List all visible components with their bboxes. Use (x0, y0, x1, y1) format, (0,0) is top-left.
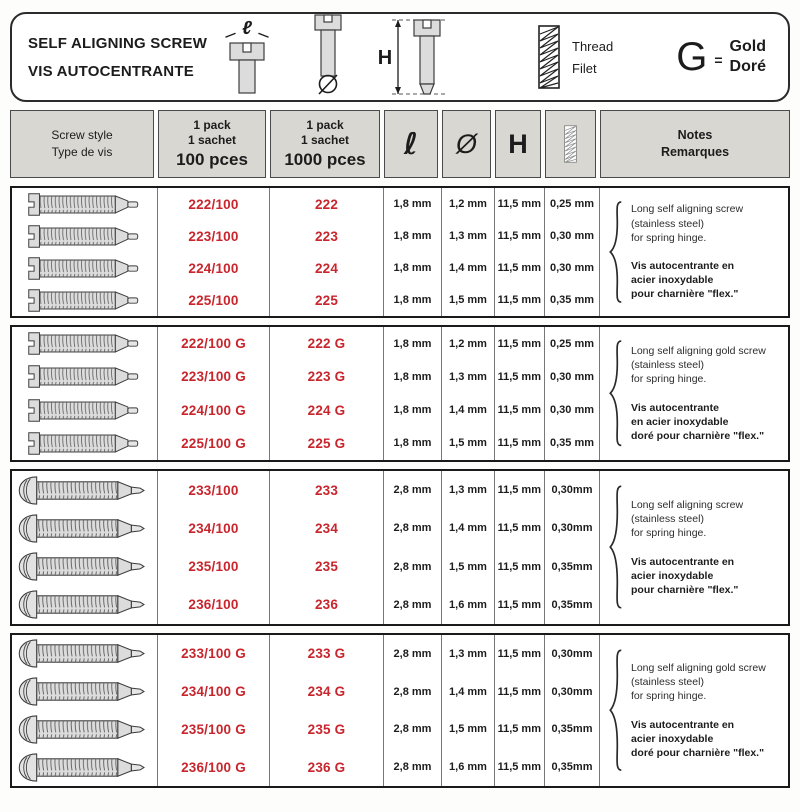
diameter-diagram (308, 13, 348, 101)
gold-label-fr: Doré (729, 58, 766, 75)
table-header-row (10, 110, 790, 178)
code-100: 222/100 G (181, 336, 246, 352)
code-1000: 235 (314, 559, 339, 575)
code-100: 234/100 (188, 520, 239, 536)
thread-value: 0,30 mm (549, 230, 595, 242)
code-1000: 222 (314, 196, 339, 212)
code-1000: 233 (314, 482, 339, 498)
gold-letter: G (676, 35, 708, 79)
height-value: 11,5 mm (497, 522, 541, 535)
code-1000: 224 G (307, 402, 346, 418)
diameter-symbol: Ø (455, 128, 477, 159)
length-value: 1,8 mm (393, 262, 432, 274)
thread-column (544, 471, 599, 624)
height-value: 11,5 mm (497, 761, 541, 774)
code-100: 222/100 (188, 196, 239, 212)
col-header-pack-1000: 1 pack 1 sachet 1000 pces (270, 110, 380, 178)
code-100: 225/100 (188, 292, 239, 308)
thread-value: 0,30mm (551, 647, 593, 660)
length-value: 2,8 mm (393, 685, 432, 698)
note-en-line: for spring hinge. (631, 690, 707, 703)
col-header-diameter (442, 110, 491, 178)
pack100-column (157, 635, 269, 786)
diameter-value: 1,3 mm (449, 484, 487, 497)
diameter-column (441, 471, 494, 624)
col-header-height (495, 110, 541, 178)
section-2 (10, 325, 790, 462)
diameter-value: 1,4 mm (449, 404, 487, 417)
thread-value: 0,30 mm (549, 404, 595, 417)
code-1000: 222 G (307, 336, 346, 352)
code-1000: 225 G (307, 435, 346, 451)
length-value: 2,8 mm (393, 761, 432, 774)
diameter-value: 1,2 mm (449, 337, 487, 350)
col-header-pack-100: 1 pack 1 sachet 100 pces (158, 110, 266, 178)
pack1000-column (269, 635, 383, 786)
height-value: 11,5 mm (497, 370, 541, 383)
note-fr-line: acier inoxydable (631, 274, 714, 287)
diameter-value: 1,3 mm (449, 647, 487, 660)
thread-value: 0,30mm (551, 522, 593, 535)
pan-head-screw-drawing (17, 476, 153, 505)
pan-head-screw-drawing (17, 715, 153, 744)
diameter-value: 1,5 mm (449, 560, 487, 573)
height-value: 11,5 mm (497, 560, 541, 573)
thread-value: 0,30 mm (549, 370, 595, 383)
height-column (494, 471, 544, 624)
code-1000: 223 (314, 228, 339, 244)
screw-style-column (12, 188, 157, 316)
height-column (494, 327, 544, 460)
note-fr-line: Vis autocentrante en (631, 718, 735, 731)
brace-icon (609, 201, 623, 303)
section-3 (10, 469, 790, 626)
cheese-head-screw-drawing (19, 364, 151, 389)
notes-cell (599, 471, 788, 624)
thread-value: 0,35mm (551, 761, 593, 774)
section-1 (10, 186, 790, 318)
diameter-value: 1,2 mm (449, 198, 487, 210)
code-100: 235/100 G (181, 721, 246, 737)
brace-icon (609, 340, 623, 446)
code-1000: 236 G (307, 759, 346, 775)
note-fr-line: pour charnière "flex." (631, 583, 739, 596)
diameter-value: 1,6 mm (449, 761, 487, 774)
code-100: 234/100 G (181, 684, 246, 700)
height-value: 11,5 mm (497, 484, 541, 497)
code-1000: 235 G (307, 721, 346, 737)
notes-cell (599, 327, 788, 460)
diameter-value: 1,5 mm (449, 723, 487, 736)
note-en-line: Long self aligning gold screw (631, 344, 766, 357)
screw-style-column (12, 471, 157, 624)
thread-value: 0,25 mm (549, 337, 595, 350)
notes-cell (599, 635, 788, 786)
note-fr-line: acier inoxydable (631, 732, 714, 745)
height-column (494, 188, 544, 316)
length-symbol: ℓ (403, 126, 419, 162)
height-value: 11,5 mm (497, 404, 541, 417)
pan-head-screw-drawing (17, 590, 153, 619)
note-en-line: (stainless steel) (631, 217, 704, 230)
length-symbol: ℓ (242, 18, 252, 39)
height-value: 11,5 mm (497, 647, 541, 660)
length-column (383, 327, 441, 460)
length-value: 1,8 mm (393, 437, 432, 450)
length-value: 2,8 mm (393, 522, 432, 535)
height-value: 11,5 mm (497, 294, 541, 306)
thread-column (544, 635, 599, 786)
diameter-value: 1,4 mm (449, 522, 487, 535)
height-value: 11,5 mm (497, 198, 541, 210)
height-symbol: H (378, 47, 393, 69)
length-value: 1,8 mm (393, 404, 432, 417)
col-header-notes: Notes Remarques (600, 110, 790, 178)
page-title-fr: VIS AUTOCENTRANTE (28, 62, 194, 80)
pack1000-column (269, 188, 383, 316)
col-header-screw-style: Screw style Type de vis (10, 110, 154, 178)
pack1000-column (269, 471, 383, 624)
code-1000: 233 G (307, 646, 346, 662)
note-en-line: Long self aligning gold screw (631, 661, 766, 674)
code-100: 225/100 G (181, 435, 246, 451)
note-en-line: for spring hinge. (631, 527, 707, 540)
section-4 (10, 633, 790, 788)
pan-head-screw-drawing (17, 639, 153, 668)
page-title-en: SELF ALIGNING SCREW (28, 34, 208, 52)
thread-column (544, 188, 599, 316)
thread-value: 0,35mm (551, 560, 593, 573)
length-value: 1,8 mm (393, 294, 432, 306)
thread-icon (564, 124, 577, 164)
brace-icon (609, 485, 623, 609)
code-100: 233/100 G (181, 646, 246, 662)
code-100: 236/100 G (181, 759, 246, 775)
height-value: 11,5 mm (497, 723, 541, 736)
note-en-line: for spring hinge. (631, 373, 707, 386)
pan-head-screw-drawing (17, 552, 153, 581)
screw-style-column (12, 327, 157, 460)
length-value: 2,8 mm (393, 560, 432, 573)
code-100: 224/100 G (181, 402, 246, 418)
note-en-line: Long self aligning screw (631, 203, 744, 216)
note-fr-line: Vis autocentrante en (631, 260, 735, 272)
diameter-value: 1,5 mm (449, 294, 487, 306)
cheese-head-screw-drawing (19, 224, 151, 249)
thread-column (544, 327, 599, 460)
cheese-head-screw-drawing (19, 398, 151, 423)
pack100-column (157, 327, 269, 460)
height-value: 11,5 mm (497, 685, 541, 698)
height-value: 11,5 mm (497, 337, 541, 350)
diameter-value: 1,3 mm (449, 370, 487, 383)
diameter-value: 1,6 mm (449, 598, 487, 611)
diameter-value: 1,4 mm (449, 685, 487, 698)
code-1000: 234 G (307, 684, 346, 700)
pack100-column (157, 471, 269, 624)
notes-cell (599, 188, 788, 316)
height-diagram (378, 13, 452, 101)
note-en-line: for spring hinge. (631, 231, 707, 244)
diameter-column (441, 327, 494, 460)
thread-legend (538, 25, 613, 89)
header-band (10, 12, 790, 102)
thread-value: 0,25 mm (549, 198, 595, 210)
code-1000: 234 (314, 520, 339, 536)
diameter-column (441, 188, 494, 316)
length-value: 2,8 mm (393, 598, 432, 611)
thread-icon (538, 25, 560, 89)
height-value: 11,5 mm (497, 437, 541, 450)
code-1000: 225 (314, 292, 339, 308)
note-fr-line: en acier inoxydable (631, 415, 729, 428)
code-100: 236/100 (188, 597, 239, 613)
length-column (383, 635, 441, 786)
length-value: 2,8 mm (393, 484, 432, 497)
cheese-head-screw-drawing (19, 431, 151, 456)
gold-label-en: Gold (729, 38, 766, 55)
cheese-head-screw-drawing (19, 192, 151, 217)
cheese-head-screw-drawing (19, 288, 151, 313)
diameter-value: 1,4 mm (449, 262, 487, 274)
pack100-column (157, 188, 269, 316)
note-fr-line: Vis autocentrante en (631, 555, 735, 568)
height-symbol: H (508, 128, 528, 159)
note-en-line: (stainless steel) (631, 513, 704, 526)
diameter-column (441, 635, 494, 786)
thread-value: 0,35 mm (549, 437, 595, 450)
thread-value: 0,30mm (551, 685, 593, 698)
code-100: 233/100 (188, 482, 239, 498)
thread-value: 0,35mm (551, 598, 593, 611)
screw-style-column (12, 635, 157, 786)
height-value: 11,5 mm (497, 262, 541, 274)
height-value: 11,5 mm (497, 230, 541, 242)
slot-length-diagram (224, 17, 270, 97)
gold-legend (676, 37, 766, 77)
length-value: 1,8 mm (393, 370, 432, 383)
length-column (383, 188, 441, 316)
thread-value: 0,35 mm (549, 294, 595, 306)
pack1000-column (269, 327, 383, 460)
note-fr-line: doré pour charnière "flex." (631, 746, 765, 759)
note-en-line: (stainless steel) (631, 359, 704, 372)
note-fr-line: pour charnière "flex." (631, 288, 739, 301)
code-1000: 224 (314, 260, 339, 276)
note-fr-line: doré pour charnière "flex." (631, 429, 765, 442)
height-column (494, 635, 544, 786)
thread-value: 0,35mm (551, 723, 593, 736)
code-1000: 223 G (307, 369, 346, 385)
thread-label-en: Thread (572, 38, 614, 54)
cheese-head-screw-drawing (19, 256, 151, 281)
length-value: 1,8 mm (393, 337, 432, 350)
cheese-head-screw-drawing (19, 331, 151, 356)
equals-sign: = (714, 52, 723, 68)
code-100: 235/100 (188, 559, 239, 575)
code-1000: 236 (314, 597, 339, 613)
thread-label-fr: Filet (572, 60, 597, 76)
note-en-line: Long self aligning screw (631, 498, 744, 511)
thread-value: 0,30mm (551, 484, 593, 497)
col-header-length (384, 110, 438, 178)
code-100: 224/100 (188, 260, 239, 276)
length-column (383, 471, 441, 624)
pan-head-screw-drawing (17, 677, 153, 706)
col-header-thread (545, 110, 596, 178)
pan-head-screw-drawing (17, 514, 153, 543)
diameter-value: 1,5 mm (449, 437, 487, 450)
note-fr-line: Vis autocentrante (631, 401, 719, 414)
diameter-value: 1,3 mm (449, 230, 487, 242)
length-value: 1,8 mm (393, 198, 432, 210)
height-value: 11,5 mm (497, 598, 541, 611)
code-100: 223/100 G (181, 369, 246, 385)
length-value: 1,8 mm (393, 230, 432, 242)
pan-head-screw-drawing (17, 753, 153, 782)
page-title (28, 36, 216, 79)
code-100: 223/100 (188, 228, 239, 244)
brace-icon (609, 649, 623, 771)
length-value: 2,8 mm (393, 647, 432, 660)
thread-value: 0,30 mm (549, 262, 595, 274)
length-value: 2,8 mm (393, 723, 432, 736)
note-fr-line: acier inoxydable (631, 569, 714, 582)
note-en-line: (stainless steel) (631, 676, 704, 689)
